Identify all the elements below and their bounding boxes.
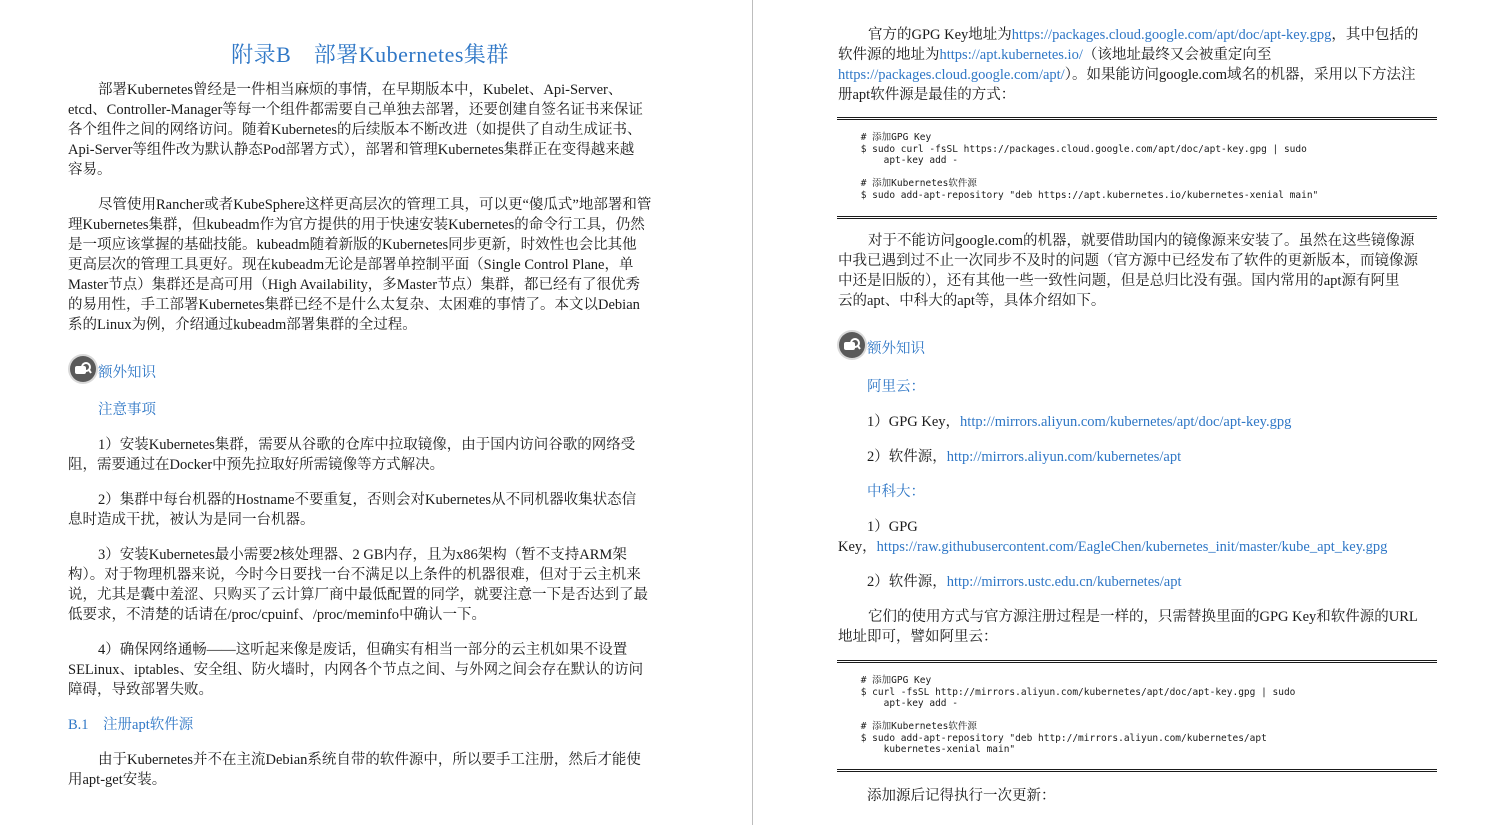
extra-knowledge-label: 额外知识 [867,341,925,357]
intro-paragraph: 部署Kubernetes曾经是一件相当麻烦的事情，在早期版本中，Kubelet、Api-Server、 etcd、Controller-Manager等每一个组件都需要自己单独去部署，还要创建自签名证书来保证 各个组件之间的网络访问。随着Kubernetes的后续版本不断改进（如提供了自动生成证书、 Api-Server等组件改为默认静态Pod部署方式），部署和管理Kubernetes集群正在变得越来越 容易。 [68,82,643,178]
section-heading-b1: B.1 注册apt软件源 [68,717,194,733]
appendix-title: 附录B 部署Kubernetes集群 [231,42,509,67]
right-page [755,0,1506,825]
notes-subheading: 注意事项 [98,402,156,418]
ustc-source-line: 2）软件源，http://mirrors.ustc.edu.cn/kubernetes/apt [867,574,1182,590]
note-item-3: 3）安装Kubernetes最小需要2核处理器、2 GB内存，且为x86架构（暂不支持ARM架 构）。对于物理机器来说，今时今日要找一台不满足以上条件的机器很难，但对于云主机来 说，尤其是囊中羞涩、只购买了云计算厂商中最低配置的同学，就要注意一下是否达到了最 低要求，不清楚的话请在/proc/cpuinf、/proc/meminfo中确认一下。 [68,547,648,623]
magnifier-note-icon [839,332,865,358]
page-divider [752,0,753,825]
mirror-paragraph: 对于不能访问google.com的机器，就要借助国内的镜像源来安装了。虽然在这些镜像源 中我已遇到过不止一次同步不及时的问题（官方源中已经发布了软件的更新版本，而镜像源 中还是旧版的），还有其他一些一致性问题，但是总归比没有强。国内常用的apt源有阿里 云的apt、中科大的apt等，具体介绍如下。 [838,233,1418,309]
ustc-source-link[interactable]: http://mirrors.ustc.edu.cn/kubernetes/apt [946,574,1182,590]
update-note: 添加源后记得执行一次更新： [867,788,1056,804]
tools-paragraph: 尽管使用Rancher或者KubeSphere这样更高层次的管理工具，可以更“傻瓜式”地部署和管 理Kubernetes集群，但kubeadm作为官方提供的用于快速安装Kubernetes的命令行工具，仍然 是一项应该掌握的基础技能。kubeadm随着新版的Kubernetes同步更新，时效性也会比其他 更高层次的管理工具更好。现在kubeadm无论是部署单控制平面（Single Control Plane，单 Master节点）集群还是高可用（High Availability，多Master节点）集群，都已经有了很优秀 的易用性，手工部署Kubernetes集群已经不是什么太复杂、太困难的事情了。本文以Debian 系的Linux为例，介绍通过kubeadm部署集群的全过程。 [68,197,652,333]
aliyun-gpg-line: 1）GPG Key，http://mirrors.aliyun.com/kubernetes/apt/doc/apt-key.gpg [867,414,1292,430]
extra-knowledge-label: 额外知识 [98,365,156,381]
register-paragraph: 由于Kubernetes并不在主流Debian系统自带的软件源中，所以要手工注册，然后才能使 用apt-get安装。 [68,752,641,788]
usage-paragraph: 它们的使用方式与官方源注册过程是一样的，只需替换里面的GPG Key和软件源的URL 地址即可，譬如阿里云： [838,609,1418,645]
note-item-1: 1）安装Kubernetes集群，需要从谷歌的仓库中拉取镜像，由于国内访问谷歌的网络受 阻，需要通过在Docker中预先拉取好所需镜像等方式解决。 [68,437,636,473]
aliyun-gpg-link[interactable]: http://mirrors.aliyun.com/kubernetes/apt/doc/apt-key.gpg [960,414,1292,430]
ustc-gpg-line: 1）GPG Key，https://raw.githubusercontent.com/EagleChen/kubernetes_init/master/kube_apt_key.gpg [838,519,1388,555]
redirect-link[interactable]: https://packages.cloud.google.com/apt/ [838,67,1065,83]
note-item-4: 4）确保网络通畅——这听起来像是废话，但确实有相当一部分的云主机如果不设置 SELinux、iptables、安全组、防火墙时，内网各个节点之间、与外网之间会存在默认的访问 障碍，导致部署失败。 [68,642,644,698]
apt-source-link[interactable]: https://apt.kubernetes.io/ [939,47,1083,63]
extra-knowledge-note-2 [839,332,925,358]
code-aliyun: # 添加GPG Key $ curl -fsSL http://mirrors.aliyun.com/kubernetes/apt/doc/apt-key.gpg | sudo apt-key add - # 添加Kubernetes软件源 $ sudo add-apt-repository "deb http://mirrors.aliyun.com/kubernetes/apt kubernetes-xenial main" [860,675,1296,755]
magnifier-note-icon [70,356,96,382]
aliyun-source-link[interactable]: http://mirrors.aliyun.com/kubernetes/apt [946,449,1182,465]
extra-knowledge-note [70,356,156,382]
code-official: # 添加GPG Key $ sudo curl -fsSL https://packages.cloud.google.com/apt/doc/apt-key.gpg | sudo apt-key add - # 添加Kubernetes软件源 $ sudo add-apt-repository "deb https://apt.kubernetes.io/kubernetes-xenial main" [860,132,1319,201]
note-item-2: 2）集群中每台机器的Hostname不要重复，否则会对Kubernetes从不同机器收集状态信 息时造成干扰，被认为是同一台机器。 [68,492,637,528]
aliyun-source-line: 2）软件源，http://mirrors.aliyun.com/kubernetes/apt [867,449,1182,465]
ustc-heading: 中科大： [867,484,925,500]
official-gpg-paragraph: 官方的GPG Key地址为https://packages.cloud.google.com/apt/doc/apt-key.gpg，其中包括的 软件源的地址为https://apt.kubernetes.io/（该地址最终又会被重定向至 https://packages.cloud.google.com/apt/）。如果能访问google.com域名的机器，采用以下方法注 册apt软件源是最佳的方式： [838,27,1419,103]
code-block-official [837,117,1437,219]
code-block-aliyun [837,660,1437,772]
gpg-key-link[interactable]: https://packages.cloud.google.com/apt/doc/apt-key.gpg [1011,27,1332,43]
left-page [0,0,752,825]
ustc-gpg-link[interactable]: https://raw.githubusercontent.com/EagleChen/kubernetes_init/master/kube_apt_key.gpg [876,539,1388,555]
aliyun-heading: 阿里云： [867,379,925,395]
